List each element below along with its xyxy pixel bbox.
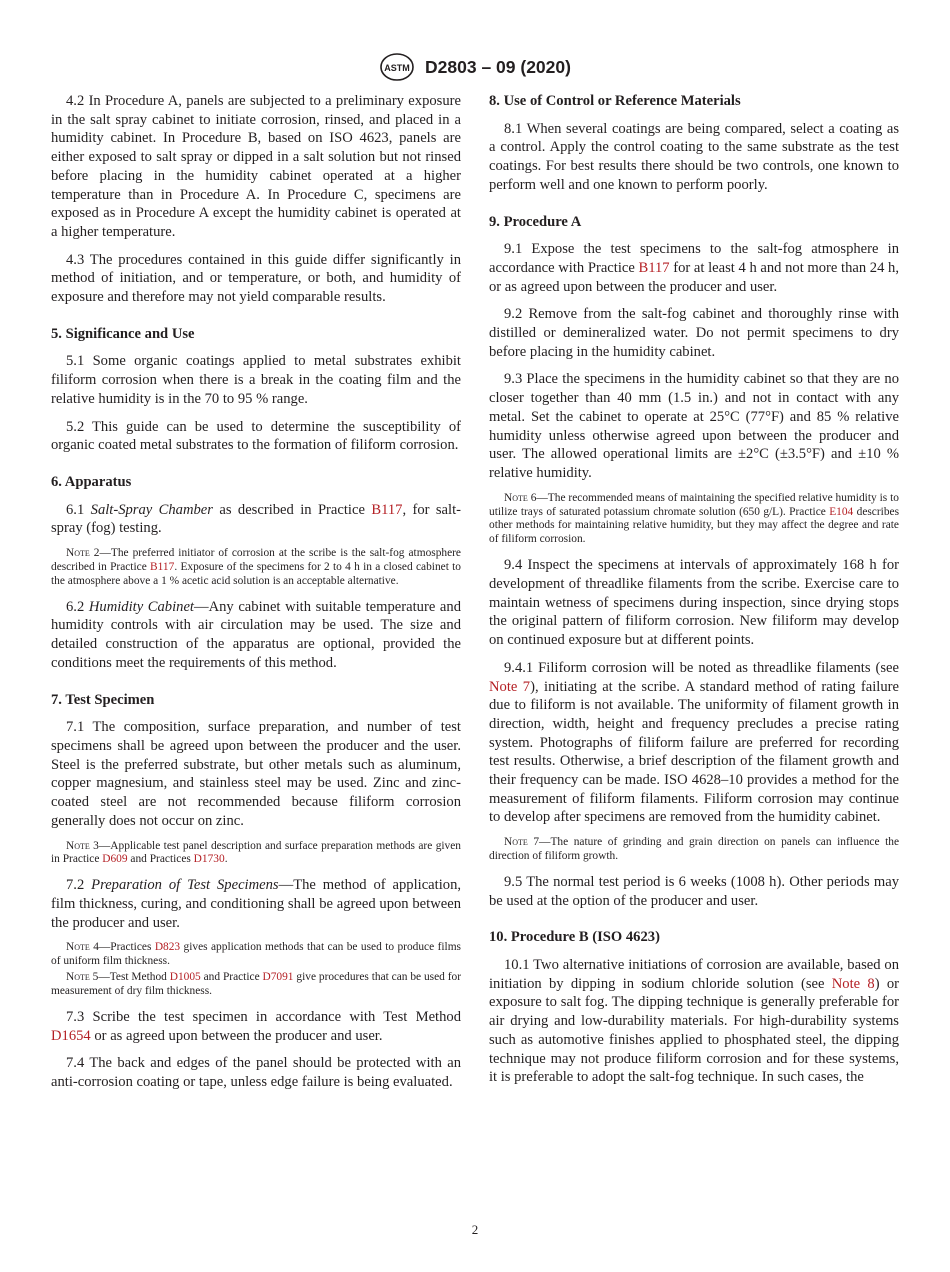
note-6: Note 6—The recommended means of maintaining the specified relative humidity is to utilize trays of saturated potassium chromate solution (650 g/L). Practice E104 describes other methods for maintaining relative humidity, but they may affect the degree and rate of filiform corrosion. <box>489 491 900 546</box>
section-7-heading: 7. Test Specimen <box>51 691 155 708</box>
paragraph-5-2: 5.2 This guide can be used to determine the susceptibility of organic coated metal substrates to the formation of filiform corrosion. <box>51 418 461 454</box>
section-10-heading: 10. Procedure B (ISO 4623) <box>489 929 660 946</box>
note-5: Note 5—Test Method D1005 and Practice D7091 give procedures that can be used for measurement of dry film thickness. <box>51 971 461 998</box>
page-header <box>0 52 950 82</box>
ref-d7091-link[interactable]: D7091 <box>262 971 294 984</box>
paragraph-8-1: 8.1 When several coatings are being compared, select a coating as a control. Apply the control coating to the same substrate as the test coatings. For best results there should be two controls, one known to perform well and one known to perform poorly. <box>489 120 899 193</box>
paragraph-7-4: 7.4 The back and edges of the panel should be protected with an anti-corrosion coating or tape, unless edge failure is being evaluated. <box>51 1055 461 1091</box>
paragraph-7-1: 7.1 The composition, surface preparation, and number of test specimens shall be agreed upon between the producer and the user. Steel is the preferred substrate, but other metals such as aluminum, copper magnesium, and stainless steel may be used. Zinc and zinc-coated steel are not recommended because filiform corrosion generally does not occur on zinc. <box>51 719 461 829</box>
right-column <box>489 92 899 1096</box>
section-8-heading: 8. Use of Control or Reference Materials <box>489 93 741 109</box>
left-column <box>51 92 461 1101</box>
ref-b117-link[interactable]: B117 <box>638 259 670 276</box>
paragraph-6-1: 6.1 Salt-Spray Chamber as described in Practice B117, for salt-spray (fog) testing. <box>51 501 462 537</box>
ref-b117-link[interactable]: B117 <box>150 560 175 573</box>
paragraph-4-3: 4.3 The procedures contained in this guide differ significantly in method of initiation, and or temperature, or both, and humidity of exposure and therefore may not yield comparable results. <box>51 251 461 306</box>
paragraph-9-2: 9.2 Remove from the salt-fog cabinet and thoroughly rinse with distilled or demineralized water. Do not permit specimens to dry before placing in the humidity cabinet. <box>489 306 899 360</box>
page-number: 2 <box>471 1222 479 1237</box>
ref-note-8-link[interactable]: Note 8 <box>831 975 875 992</box>
paragraph-9-1: 9.1 Expose the test specimens to the salt-fog atmosphere in accordance with Practice B117 for at least 4 h and not more than 24 h, or as agreed upon between the producer and user. <box>489 241 899 295</box>
ref-d1005-link[interactable]: D1005 <box>169 971 201 984</box>
paragraph-7-2: 7.2 Preparation of Test Specimens—The method of application, film thickness, curing, and conditioning shall be agreed upon between the producer and user. <box>51 877 462 931</box>
ref-d823-link[interactable]: D823 <box>154 941 181 954</box>
paragraph-9-4: 9.4 Inspect the specimens at intervals of approximately 168 h for development of threadlike filaments from the scribe. Exercise care to maintain wetness of specimens during inspection, since drying stops the original pattern of filiform corrosion. New filiform may develop on continued exposure but at different points. <box>489 557 899 649</box>
section-9-heading: 9. Procedure A <box>489 213 582 230</box>
ref-d1730-link[interactable]: D1730 <box>193 853 225 866</box>
ref-e104-link[interactable]: E104 <box>829 505 854 518</box>
paragraph-9-3: 9.3 Place the specimens in the humidity cabinet so that they are no closer together than 40 mm (1.5 in.) and not in contact with any metal. Set the cabinet to operate at 25°C (77°F) and 85 % relative humidity unless otherwise agreed upon between the producer and user. The allowed operational limits are ±2°C (±3.5°F) and ±10 % relative humidity. <box>489 371 899 481</box>
note-4: Note 4—Practices D823 gives application methods that can be used to produce films of uniform film thickness. <box>51 941 461 968</box>
paragraph-5-1: 5.1 Some organic coatings applied to metal substrates exhibit filiform corrosion when there is a break in the coating film and the relative humidity is in the 70 to 95 % range. <box>51 353 461 407</box>
astm-logo-text: ASTM <box>384 63 410 73</box>
astm-logo-icon <box>379 52 415 82</box>
note-3: Note 3—Applicable test panel description and surface preparation methods are given in Practice D609 and Practices D1730. <box>51 839 461 866</box>
note-2: Note 2—The preferred initiator of corrosion at the scribe is the salt-fog atmosphere described in Practice B117. Exposure of the specimens for 2 to 4 h in a closed cabinet to the atmosphere above a 1 % acetic acid solution is an acceptable alternative. <box>51 547 462 587</box>
note-7: Note 7—The nature of grinding and grain direction on panels can influence the direction of filiform growth. <box>489 836 899 863</box>
ref-d609-link[interactable]: D609 <box>102 853 128 866</box>
paragraph-6-2: 6.2 Humidity Cabinet—Any cabinet with suitable temperature and humidity controls with air circulation may be used. The size and detailed construction of the apparatus are optional, provided the conditions meet the requirements of this method. <box>51 598 461 671</box>
section-5-heading: 5. Significance and Use <box>51 325 195 342</box>
ref-b117-link[interactable]: B117 <box>371 501 403 518</box>
ref-d1654-link[interactable]: D1654 <box>51 1027 91 1044</box>
section-6-heading: 6. Apparatus <box>51 473 132 490</box>
ref-note-7-link[interactable]: Note 7 <box>489 678 531 695</box>
standard-designation: D2803 – 09 (2020) <box>425 56 571 77</box>
paragraph-4-2: 4.2 In Procedure A, panels are subjected to a preliminary exposure in the salt spray cabinet to initiate corrosion, rinsed, and placed in a humidity cabinet. In Procedure B, based on ISO 4623, panels are either exposed to salt spray or dipped in a salt solution but not rinsed before placing in the humidity cabinet operated at a higher temperature than in Procedure A. In Procedure C, specimens are exposed as in Procedure A except the humidity cabinet is operated at a higher temperature. <box>51 93 461 240</box>
paragraph-9-5: 9.5 The normal test period is 6 weeks (1008 h). Other periods may be used at the option of the producer and user. <box>489 873 899 909</box>
paragraph-9-4-1: 9.4.1 Filiform corrosion will be noted as threadlike filaments (see Note 7), initiating at the scribe. A standard method of rating failure due to filiform is not available. The uniformity of filament growth in direction, width, height and frequency precludes a precise rating system. Photographs of filiform failure are preferred for recording test results. Otherwise, a brief description of the filament growth and their frequency can be made. ISO 4628–10 provides a method for the measurement of filiform filaments. Filiform corrosion may continue to develop after specimens are removed from the humidity cabinet. <box>489 659 899 826</box>
paragraph-7-3: 7.3 Scribe the test specimen in accordance with Test Method D1654 or as agreed upon between the producer and user. <box>51 1009 461 1044</box>
paragraph-10-1: 10.1 Two alternative initiations of corrosion are available, based on initiation by dipping in sodium chloride solution (see Note 8) or exposure to salt fog. The dipping technique is generally preferable for air drying and low-durability materials. For high-durability systems such as automotive finishes applied to phosphated steel, the dipping technique may not produce filiform corrosion and for these systems, it is preferable to adopt the salt-fog technique. In such cases, the <box>489 957 899 1086</box>
